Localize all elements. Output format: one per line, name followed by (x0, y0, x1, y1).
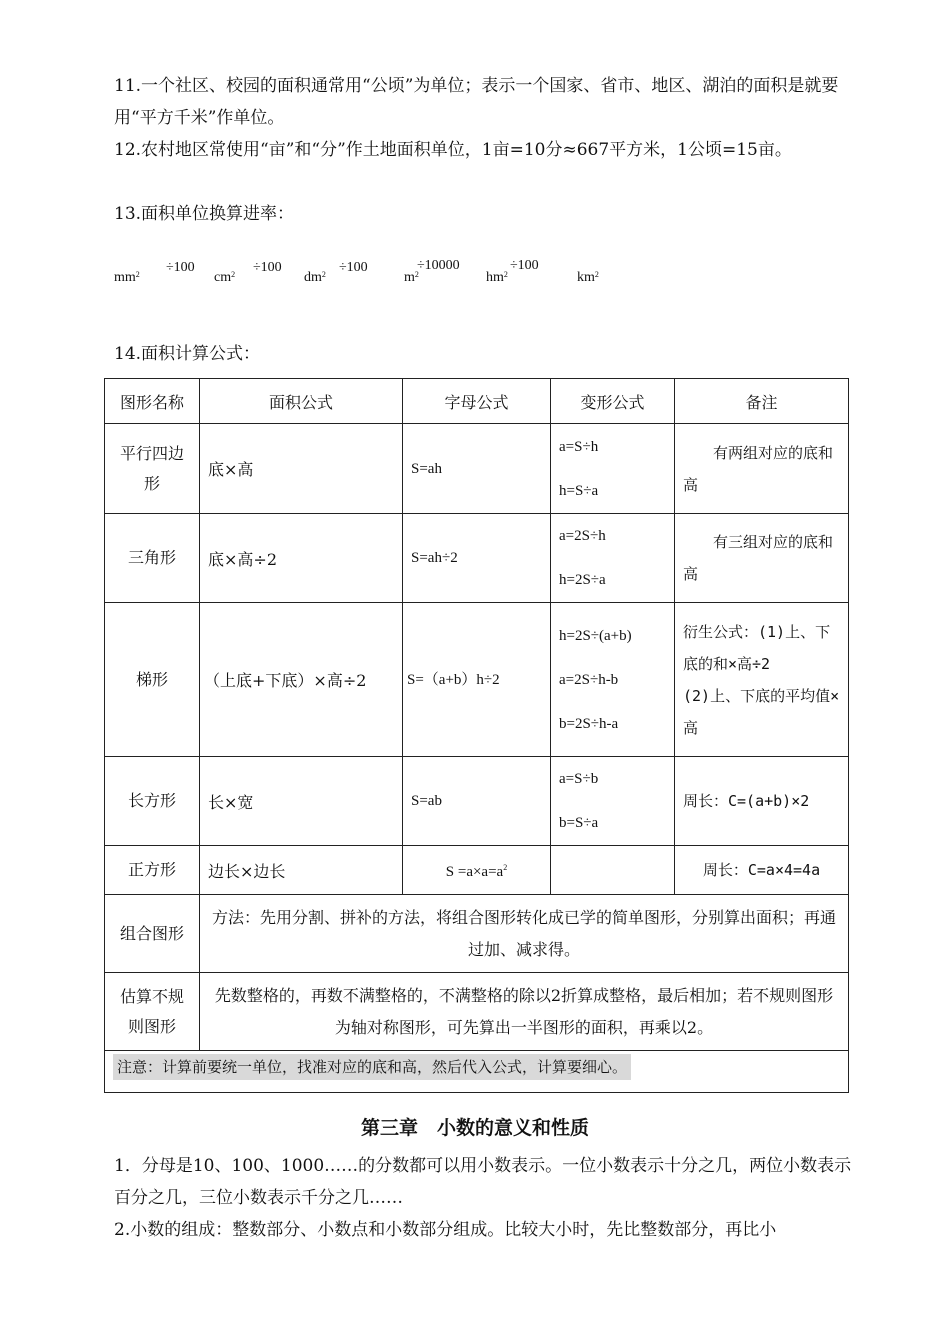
letter-formula: S=ah (403, 424, 551, 514)
remark: 有三组对应的底和高 (675, 514, 849, 603)
shape-name: 组合图形 (105, 895, 200, 973)
shape-name: 平行四边形 (105, 424, 200, 514)
table-note-row (105, 1051, 849, 1093)
shape-name: 三角形 (105, 514, 200, 603)
chapter-title: 第三章 小数的意义和性质 (360, 1117, 589, 1139)
divider-4: ÷10000 (417, 258, 460, 273)
header-shape: 图形名称 (105, 379, 200, 424)
chapter-paragraph-1: 1．分母是10、100、1000……的分数都可以用小数表示。一位小数表示十分之几，两位小数表示百分之几，三位小数表示千分之几…… (114, 1156, 852, 1208)
variant-formulas: a=S÷h h=S÷a (551, 424, 675, 514)
paragraph-14: 14.面积计算公式： (114, 344, 261, 364)
unit-km: $km^2$ (577, 270, 599, 285)
divider-2: ÷100 (253, 260, 282, 275)
area-formula: 底×高 (200, 424, 403, 514)
paragraph-13: 13.面积单位换算进率： (114, 204, 295, 224)
combined-method: 方法：先用分割、拼补的方法，将组合图形转化成已学的简单图形，分别算出面积；再通过加、减求得。 (200, 895, 849, 973)
unit-cm: $cm^2$ (214, 270, 236, 285)
paragraph-12: 12.农村地区常使用“亩”和“分”作土地面积单位，1亩=10分≈667平方米，1公顷=15亩。 (114, 140, 792, 160)
variant-formulas (551, 846, 675, 895)
table-row (105, 846, 849, 895)
remark: 衍生公式：(1)上、下底的和×高÷2 (2)上、下底的平均值×高 (675, 603, 849, 757)
letter-formula: $S =a\times a=a^2$ (403, 846, 551, 895)
unit-mm: $mm^2$ (114, 270, 140, 285)
letter-formula: S=ab (403, 757, 551, 846)
variant-formulas: a=2S÷h h=2S÷a (551, 514, 675, 603)
header-letter-formula: 字母公式 (403, 379, 551, 424)
shape-name: 估算不规则图形 (105, 973, 200, 1051)
unit-hm: $hm^2$ (486, 270, 508, 285)
unit-m: $m^2$ (404, 270, 419, 285)
divider-3: ÷100 (339, 260, 368, 275)
table-row (105, 757, 849, 846)
shape-name: 长方形 (105, 757, 200, 846)
unit-dm: $dm^2$ (304, 270, 326, 285)
remark: 有两组对应的底和高 (675, 424, 849, 514)
area-formula-table (104, 378, 849, 1093)
note-text: 注意：计算前要统一单位，找准对应的底和高，然后代入公式，计算要细心。 (113, 1054, 631, 1080)
table-row (105, 424, 849, 514)
chapter-paragraph-2: 2.小数的组成：整数部分、小数点和小数部分组成。比较大小时，先比整数部分，再比小 (114, 1220, 777, 1240)
shape-name: 正方形 (105, 846, 200, 895)
shape-name: 梯形 (105, 603, 200, 757)
letter-formula: S=（a+b）h÷2 (403, 603, 551, 757)
area-formula: 长×宽 (200, 757, 403, 846)
header-remark: 备注 (675, 379, 849, 424)
table-row (105, 603, 849, 757)
table-row (105, 973, 849, 1051)
letter-formula: S=ah÷2 (403, 514, 551, 603)
variant-formulas: h=2S÷(a+b) a=2S÷h-b b=2S÷h-a (551, 603, 675, 757)
table-row (105, 514, 849, 603)
unit-conversion-row (114, 252, 874, 292)
table-header-row (105, 379, 849, 424)
remark: 周长：C=a×4=4a (675, 846, 849, 895)
paragraph-11: 11.一个社区、校园的面积通常用“公顷”为单位；表示一个国家、省市、地区、湖泊的面积是就要用“平方千米”作单位。 (114, 76, 839, 128)
divider-1: ÷100 (166, 260, 195, 275)
table-row (105, 895, 849, 973)
area-formula: （上底+下底）×高÷2 (200, 603, 403, 757)
variant-formulas: a=S÷b b=S÷a (551, 757, 675, 846)
divider-5: ÷100 (510, 258, 539, 273)
remark: 周长：C=(a+b)×2 (675, 757, 849, 846)
header-variant-formula: 变形公式 (551, 379, 675, 424)
note-cell (105, 1051, 849, 1093)
estimate-method: 先数整格的，再数不满整格的，不满整格的除以2折算成整格，最后相加；若不规则图形为轴对称图形，可先算出一半图形的面积，再乘以2。 (200, 973, 849, 1051)
area-formula: 边长×边长 (200, 846, 403, 895)
area-formula: 底×高÷2 (200, 514, 403, 603)
header-formula: 面积公式 (200, 379, 403, 424)
